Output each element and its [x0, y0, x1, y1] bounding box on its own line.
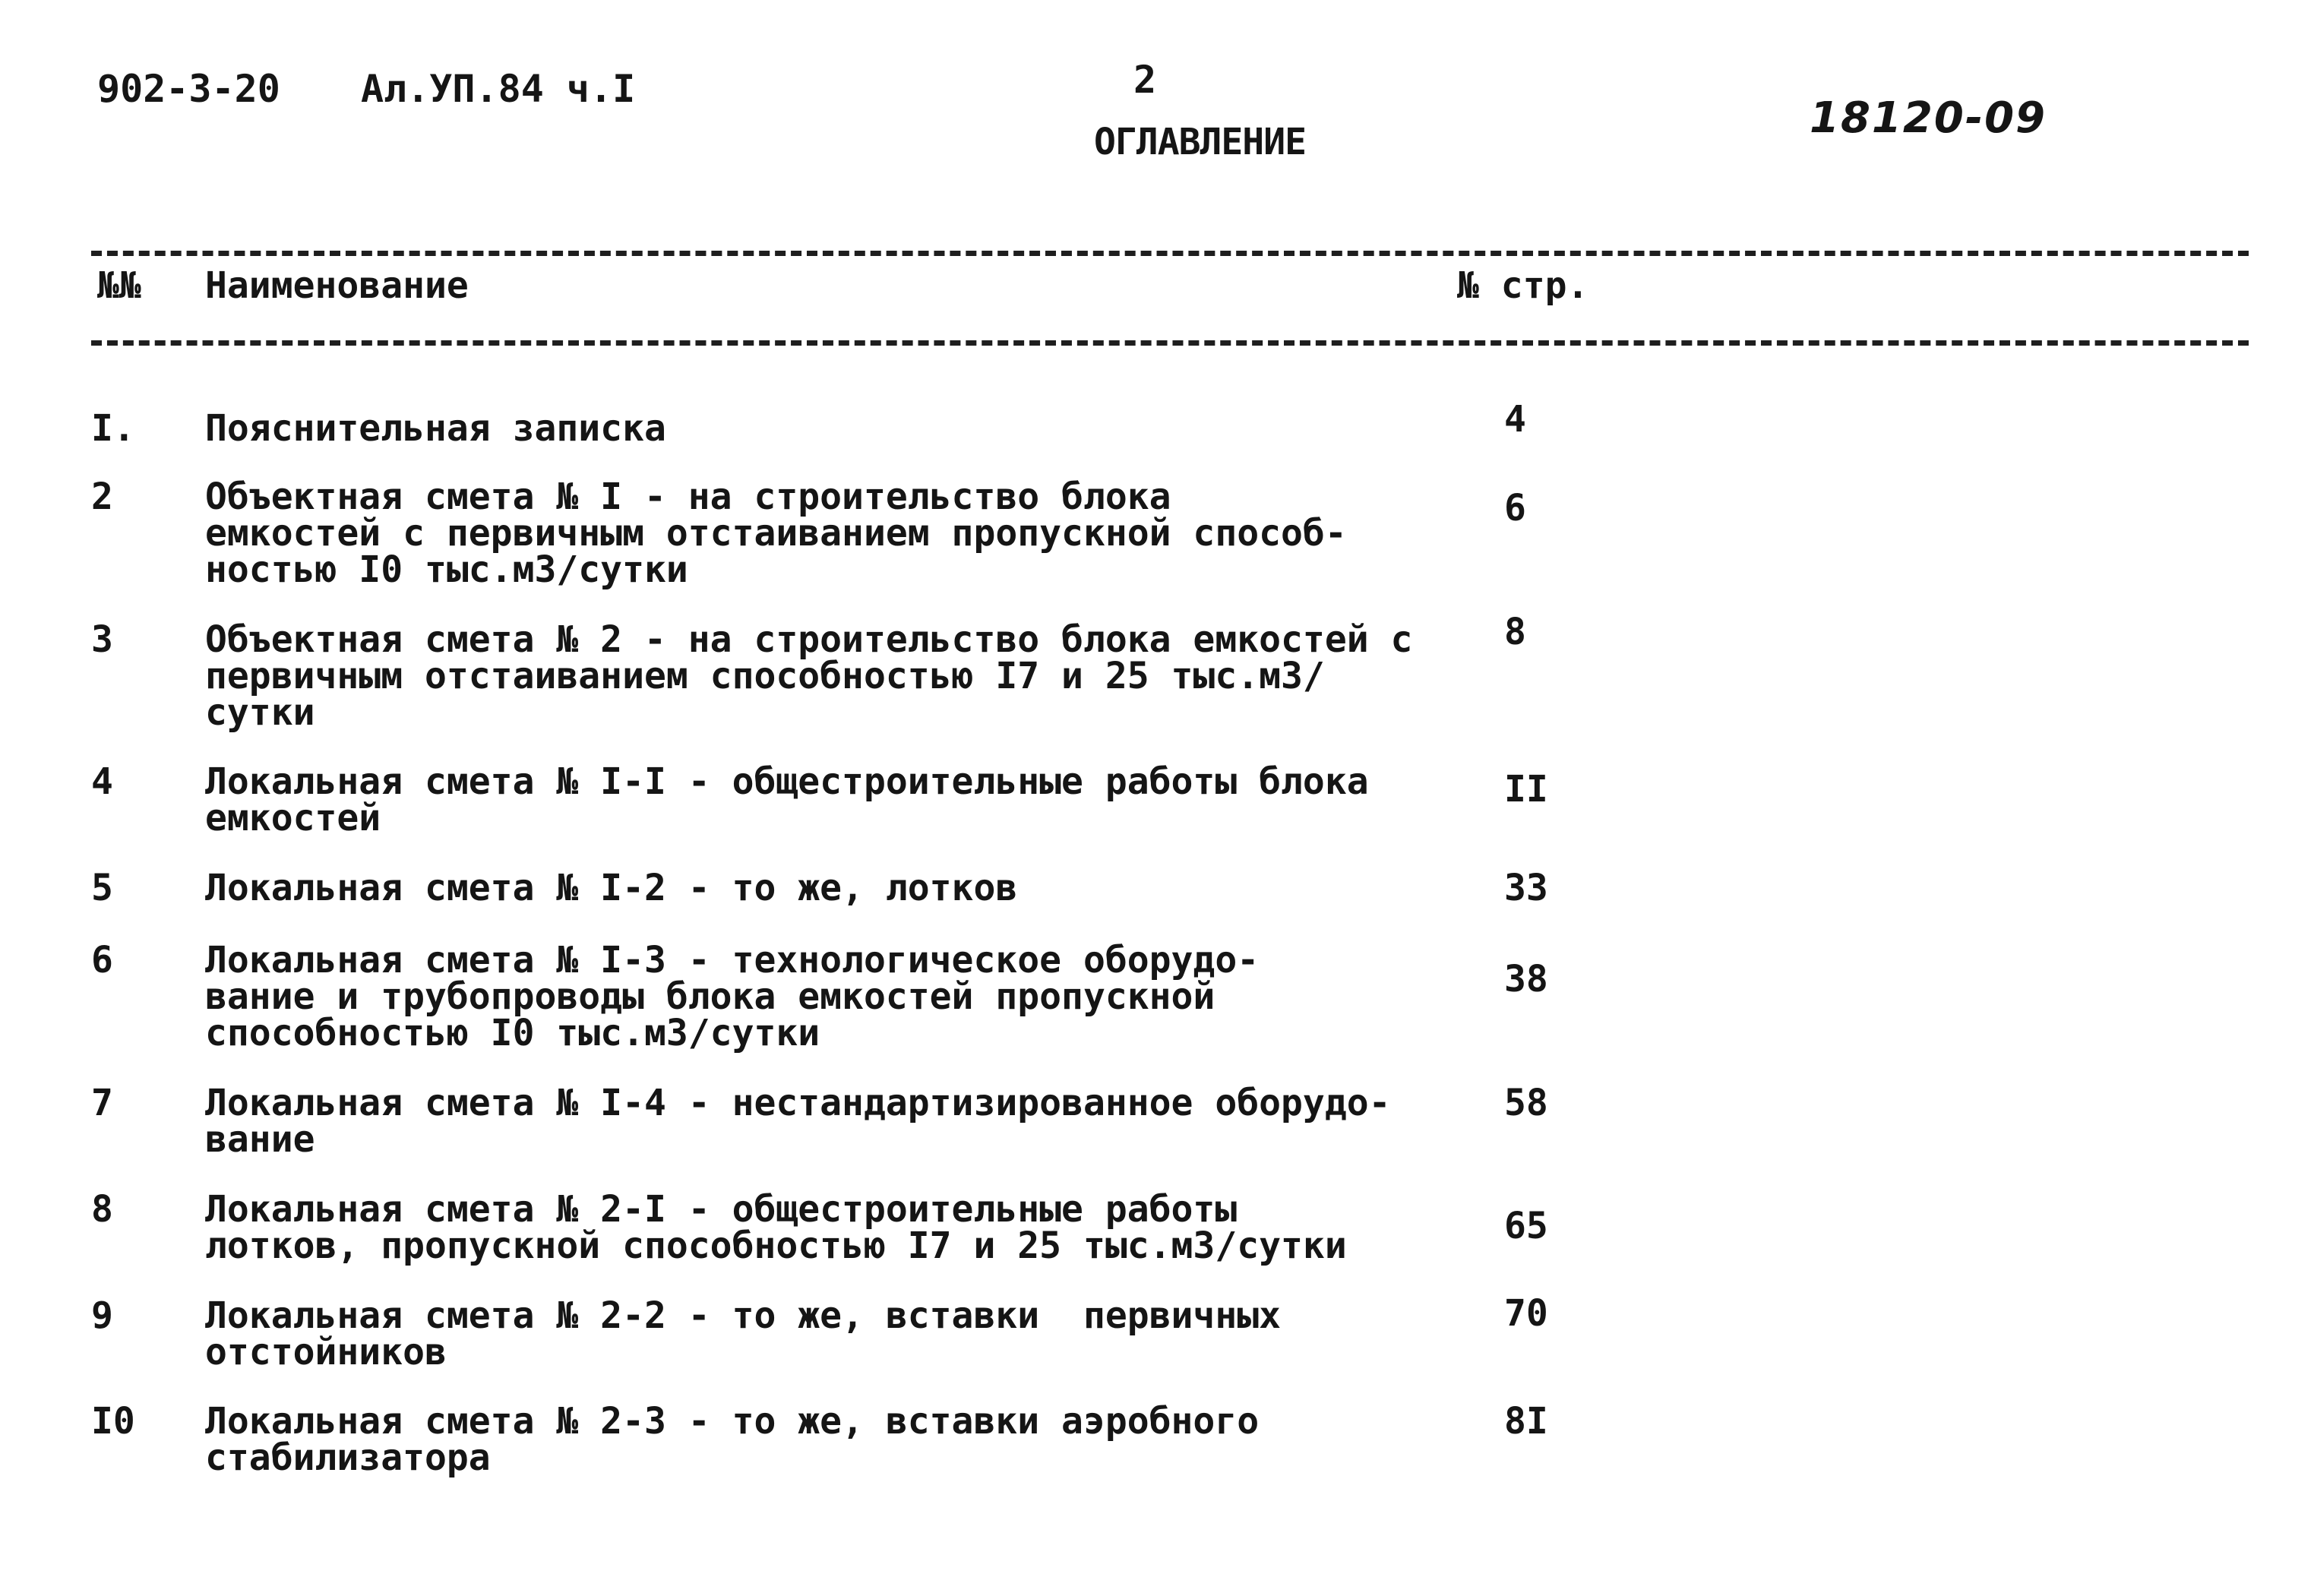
- toc-row-page: 8I: [1504, 1400, 1548, 1443]
- toc-row-number: I.: [91, 407, 135, 450]
- toc-row-number: 9: [91, 1294, 113, 1337]
- document-code: 902-3-20: [97, 67, 280, 111]
- toc-row-page: 8: [1504, 611, 1526, 653]
- toc-row-name: Объектная смета № I - на строительство блока емкостей с первичным отстаиванием пропускной способ- ностью I0 тыс.м3/сутки: [205, 476, 1347, 591]
- table-top-divider: [91, 251, 2249, 256]
- toc-row-page: 4: [1504, 398, 1526, 441]
- toc-row-name: Локальная смета № 2-2 - то же, вставки первичных отстойников: [205, 1294, 1282, 1373]
- toc-row-name: Локальная смета № I-3 - технологическое оборудо- вание и трубопроводы блока емкостей пропускной способностью I0 тыс.м3/сутки: [205, 939, 1260, 1054]
- toc-row-number: 4: [91, 760, 113, 803]
- toc-row-name: Пояснительная записка: [205, 407, 666, 450]
- table-header-divider: [91, 340, 2249, 346]
- toc-row-page: 33: [1504, 867, 1548, 909]
- toc-row-page: 70: [1504, 1292, 1548, 1335]
- toc-row-page: 65: [1504, 1205, 1548, 1247]
- document-id: 18120-09: [1810, 93, 2047, 143]
- toc-row-name: Объектная смета № 2 - на строительство блока емкостей с первичным отстаиванием способностью I7 и 25 тыс.м3/ сутки: [205, 618, 1413, 734]
- column-header-number: №№: [97, 264, 141, 307]
- page-number: 2: [1133, 58, 1157, 102]
- toc-row-number: I0: [91, 1400, 135, 1443]
- toc-row-name: Локальная смета № I-4 - нестандартизированное оборудо- вание: [205, 1082, 1391, 1161]
- toc-row-page: 6: [1504, 487, 1526, 529]
- toc-row-number: 6: [91, 939, 113, 981]
- album-reference: Ал.УП.84 ч.I: [361, 67, 636, 111]
- toc-row-number: 8: [91, 1188, 113, 1231]
- column-header-page: № стр.: [1457, 264, 1589, 307]
- toc-row-name: Локальная смета № 2-I - общестроительные работы лотков, пропускной способностью I7 и 25 тыс.м3/сутки: [205, 1188, 1347, 1267]
- toc-row-number: 3: [91, 618, 113, 661]
- page-title: ОГЛАВЛЕНИЕ: [1094, 121, 1306, 163]
- toc-row-page: 58: [1504, 1082, 1548, 1124]
- toc-row-number: 7: [91, 1082, 113, 1124]
- column-header-name: Наименование: [205, 264, 469, 307]
- toc-row-name: Локальная смета № 2-3 - то же, вставки аэробного стабилизатора: [205, 1400, 1260, 1479]
- toc-row-number: 2: [91, 476, 113, 518]
- toc-row-page: 38: [1504, 958, 1548, 1000]
- toc-row-number: 5: [91, 867, 113, 909]
- toc-row-name: Локальная смета № I-I - общестроительные работы блока емкостей: [205, 760, 1369, 839]
- toc-row-name: Локальная смета № I-2 - то же, лотков: [205, 867, 1018, 909]
- toc-row-page: II: [1504, 768, 1548, 811]
